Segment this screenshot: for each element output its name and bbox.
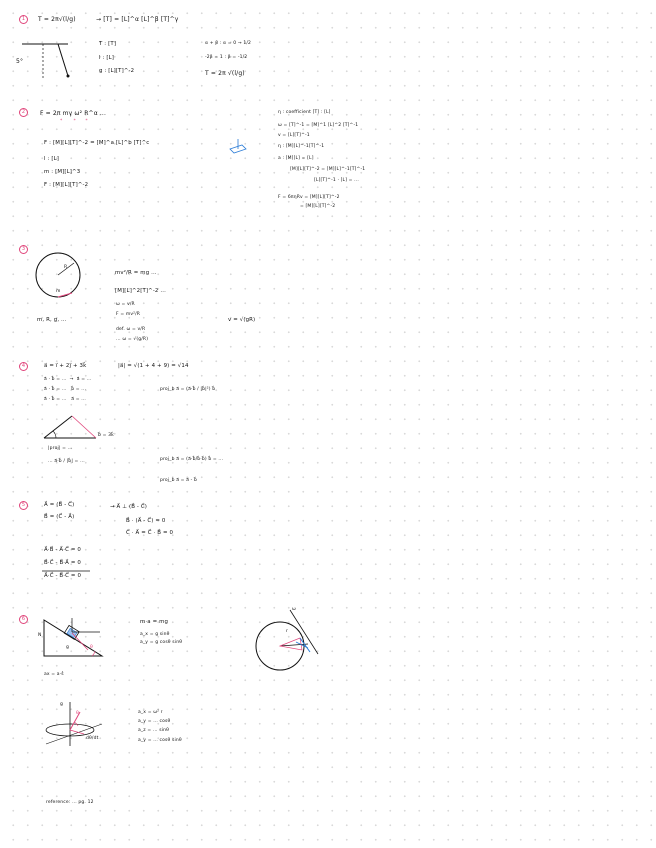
p3-line-1: mv²/R = mg ...	[115, 270, 157, 276]
p3-line-2: [M][L]^2[T]^-2 ...	[115, 288, 166, 294]
p4-line-4: b⃗ = 3k⃗	[98, 433, 114, 438]
p4-line-5: |proj| = ...	[48, 446, 73, 451]
problem-2-number: 2	[19, 108, 28, 117]
vector-triangle-figure	[42, 412, 102, 442]
p4-scribble-2: a⃗ · b⃗ = ... b⃗ = ...	[44, 387, 87, 392]
problem-5-number: 5	[19, 501, 28, 510]
incline-plane-figure	[42, 616, 106, 660]
p3-line-6: def. ω = v/R	[116, 327, 146, 332]
p4-line-2: |a⃗| = √(1 + 4 + 9) = √14	[118, 363, 189, 369]
p6-normal-label: N	[38, 633, 42, 638]
p6-line-2: a_x = g sinθ	[140, 632, 170, 637]
p2-line-7: ω = [T]^-1 = [M]^1 [L]^2 [T]^-1	[278, 123, 359, 128]
p2-line-1: F = 2π mγ ω² R^α ...	[40, 110, 107, 117]
footer-note: reference: ... pg. 12	[46, 800, 94, 805]
p4-scribble-1: a⃗ · b⃗ = ... → a⃗ = ...	[44, 377, 92, 382]
p2-line-5: F : [M][L][T]^-2	[44, 182, 89, 188]
p2-line-14: = [M][L][T]^-2	[300, 204, 336, 209]
problem-6-number: 6	[19, 615, 28, 624]
p3-line-3: m, R, g, ...	[37, 317, 67, 323]
problem-3-number: 3	[19, 245, 28, 254]
p5-line-8: A⃗·C⃗ - B⃗·C⃗ = 0	[44, 573, 82, 579]
p3-radius-label: R	[64, 265, 68, 270]
underline-rule	[42, 569, 92, 573]
p1-line-5: g : [L][T]^-2	[99, 68, 135, 74]
p1-line-4: l : [L]	[99, 55, 115, 61]
p4-scribble-4: ... a⃗·b⃗ / |b⃗| = ...	[48, 459, 85, 464]
p2-line-12: [L][T]^-1 · [L] = ...	[314, 178, 359, 183]
p2-line-9: η : [M][L]^-1[T]^-1	[278, 144, 325, 149]
p6-line-5: a_x = ω² r	[138, 710, 163, 715]
circle-tangent-figure	[252, 608, 332, 678]
p6-g-label: g	[60, 702, 64, 707]
p2-line-3: l : [L]	[44, 156, 60, 162]
p1-line-1: T = 2π√(l/g)	[38, 16, 76, 23]
p1-line-3: T : [T]	[99, 41, 117, 47]
p6-omega-label: ω	[292, 607, 296, 612]
p1-line-7: -2β = 1 : β = -1/2	[205, 55, 248, 60]
p6-line-7: a_z = ... sinθ	[138, 728, 170, 733]
p3-mass-label: m	[56, 289, 61, 294]
p1-line-6: α + β : α = 0 → 1/2	[205, 41, 252, 46]
p6-r-label: r	[286, 629, 289, 634]
p2-line-6: η : coefficient [T] : [L]	[278, 110, 331, 115]
p3-line-4: ω = v/R	[116, 302, 135, 307]
p4-line-6: proj_b a⃗ = (a⃗·b⃗/b⃗·b⃗) b⃗ = ...	[160, 457, 224, 462]
3d-axes-figure	[40, 700, 110, 750]
p2-line-8: v = [L][T]^-1	[278, 133, 310, 138]
p5-line-7: B⃗·C⃗ - B⃗·A⃗ = 0	[44, 560, 81, 566]
problem-4-number: 4	[19, 362, 28, 371]
pendulum-figure	[20, 40, 80, 85]
p5-line-6: A⃗·B⃗ - A⃗·C⃗ = 0	[44, 547, 81, 553]
p6-line-3: a_y = g cosθ sinθ	[140, 640, 183, 645]
p1-line-2: → [T] = [L]^α [L]^β [T]^γ	[96, 16, 179, 23]
p5-line-4: B⃗ · (A⃗ - C⃗) = 0	[126, 518, 166, 524]
p6-theta-label: θ	[76, 711, 79, 716]
p5-line-3: → A⃗ ⊥ (B⃗ - C⃗)	[110, 504, 148, 510]
p6-dtheta-label: dθ/dt	[86, 736, 99, 741]
p4-scribble-3: a⃗ · b⃗ = ... a⃗ = ...	[44, 397, 86, 402]
p2-line-10: a : [M][L] = [L]	[278, 156, 314, 161]
p6-angle-label: θ	[90, 645, 93, 650]
p2-line-11: [M][L][T]^-2 = [M][L]^-1[T]^-1	[290, 167, 366, 172]
small-sketch-icon	[228, 137, 248, 157]
p6-line-8: a_y = ... cosθ sinθ	[138, 738, 182, 743]
p1-line-8: T = 2π √(l/g)	[205, 70, 245, 77]
p2-pink-marks: * * *	[60, 119, 88, 124]
p6-line-4: ax = a·ŝ	[44, 672, 64, 677]
p4-line-1: a⃗ = i⃗ + 2j⃗ + 3k⃗	[44, 363, 87, 369]
p5-line-5: C⃗ · A⃗ = C⃗ · B⃗ = 0	[126, 530, 174, 536]
p4-line-7: proj_b a⃗ = a⃗ - b⃗	[160, 478, 198, 483]
p6-gravity-label: g	[66, 645, 70, 650]
p2-line-13: F = 6πηRv = [M][L][T]^-2	[278, 195, 340, 200]
p5-line-2: B⃗ = (C⃗ - A⃗)	[44, 514, 75, 520]
p6-line-1: m·a = mg	[140, 619, 169, 625]
p2-line-2: F : [M][L][T]^-2 = [M]^a [L]^b [T]^c	[44, 140, 150, 146]
p3-line-7: ... ω = √(g/R)	[116, 337, 149, 342]
problem-1-number: 1	[19, 15, 28, 24]
p3-line-8: v = √(gR)	[228, 317, 256, 323]
p3-line-5: F = mv²/R	[116, 312, 141, 317]
p6-line-6: a_y = ... cosθ	[138, 719, 171, 724]
p4-line-3: proj_b a⃗ = (a⃗·b⃗ / |b⃗|²) b⃗	[160, 387, 216, 392]
p2-line-4: m : [M][L]^3	[44, 169, 81, 175]
p5-line-1: A⃗ = (B⃗ - C⃗)	[44, 502, 75, 508]
p1-angle-label: 5°	[16, 58, 24, 65]
